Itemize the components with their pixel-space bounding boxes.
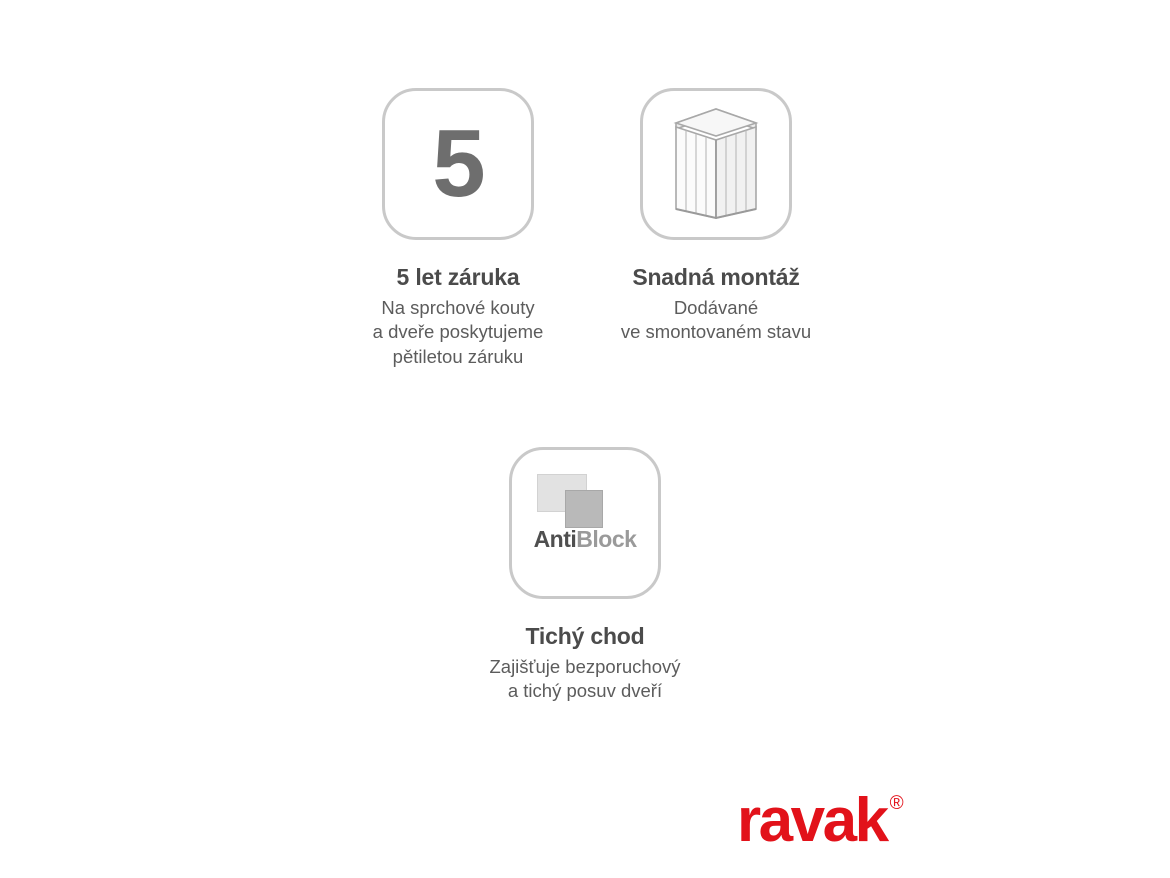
feature-desc-line: a dveře poskytujeme: [372, 321, 544, 343]
antiblock-square-front-icon: [565, 490, 603, 528]
feature-title-silent: Tichý chod: [525, 623, 645, 649]
brand-name: ravak: [737, 786, 887, 855]
antiblock-icon: [519, 468, 651, 578]
feature-desc-line: ve smontovaném stavu: [620, 321, 812, 343]
feature-desc-warranty: [373, 296, 544, 368]
icon-box-assembly: [640, 88, 792, 240]
icon-box-silent: [509, 447, 661, 599]
feature-desc-assembly: [621, 296, 811, 344]
feature-desc-line: Na sprchové kouty: [381, 297, 535, 319]
feature-silent: [477, 447, 693, 704]
feature-assembly: [612, 88, 820, 345]
feature-desc-line: a tichý posuv dveří: [507, 680, 663, 702]
antiblock-wordmark-anti: Anti: [533, 526, 577, 552]
feature-desc-line: Zajišťuje bezporuchový: [489, 656, 681, 678]
antiblock-wordmark-block: Block: [576, 526, 637, 552]
shower-enclosure-icon: [668, 105, 764, 223]
brand-logo: [737, 786, 904, 855]
registered-trademark-icon: ®: [889, 793, 904, 814]
feature-title-assembly: Snadná montáž: [632, 264, 800, 290]
icon-box-warranty: [382, 88, 534, 240]
feature-title-warranty: 5 let záruka: [396, 264, 520, 290]
feature-desc-silent: [489, 655, 680, 703]
feature-warranty: [358, 88, 558, 369]
antiblock-wordmark: [519, 526, 651, 553]
feature-desc-line: Dodávané: [673, 297, 759, 319]
feature-desc-line: pětiletou záruku: [392, 345, 524, 367]
number-five-icon: 5: [432, 110, 484, 217]
